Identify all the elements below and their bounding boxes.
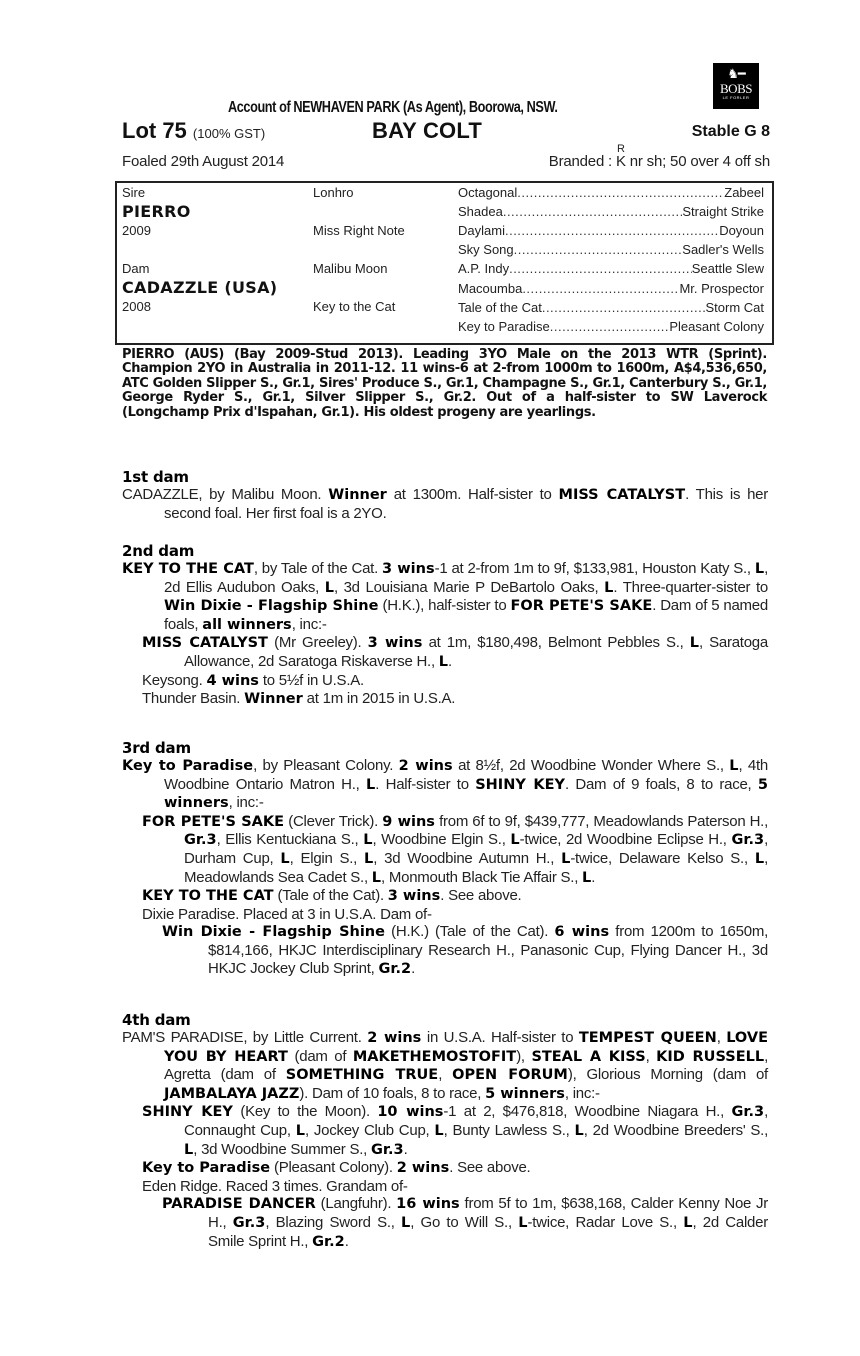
great-grandparent-row: Octagonal ..... Zabeel: [458, 185, 764, 202]
great-grandparent-row: Daylami ..... Doyoun: [458, 223, 764, 240]
dam-section-4: [122, 1012, 768, 1251]
branded-suffix: nr sh; 50 over 4 off sh: [625, 153, 770, 170]
great-grandparent-row: A.P. Indy ..... Seattle Slew: [458, 261, 764, 278]
dam-section-2: [122, 543, 768, 709]
vendor-account: Account of NEWHAVEN PARK (As Agent), Boorowa, NSW.: [228, 99, 558, 116]
sire-name: PIERRO: [122, 202, 191, 221]
grandsire-paternal: Lonhro: [313, 185, 354, 200]
dam-entry: CADAZZLE, by Malibu Moon. Winner at 1300m. Half-sister to MISS CATALYST. This is her second foal. Her first foal is a 2YO.: [122, 486, 769, 522]
dam-section-1: [122, 469, 768, 522]
bobs-logo: [713, 63, 759, 109]
granddam-paternal: Miss Right Note: [313, 223, 405, 238]
brand-symbol: R K: [616, 143, 626, 170]
foaled-date: Foaled 29th August 2014: [122, 153, 285, 170]
stable-location: Stable G 8: [691, 123, 770, 140]
progeny-entry: Keysong. 4 wins to 5½f in U.S.A.: [142, 671, 364, 689]
dam-name: CADAZZLE (USA): [122, 278, 278, 297]
dam-heading: 2nd dam: [122, 542, 195, 560]
progeny-entry: KEY TO THE CAT (Tale of the Cat). 3 wins. See above.: [142, 887, 522, 905]
lot-number: [122, 118, 265, 144]
logo-brand: BOBS: [720, 81, 752, 96]
dam-entry: PAM'S PARADISE, by Little Current. 2 wins in U.S.A. Half-sister to TEMPEST QUEEN, LOVE YOU BY HEART (dam of MAKETHEMOSTOFIT), STEAL A KISS, KID RUSSELL, Agretta (dam of SOMETHING TRUE, OPEN FORUM), Glorious Morning (dam of JAMBALAYA JAZZ). Dam of 10 foals, 8 to race, 5 winners, inc:-: [122, 1029, 768, 1102]
grand-progeny-entry: Win Dixie - Flagship Shine (H.K.) (Tale of the Cat). 6 wins from 1200m to 1650m, $814,166, HKJC Interdisciplinary Research H., Panasonic Cup, Flying Dancer H., 3d HKJC Jockey Club Sprint, Gr.2.: [162, 923, 769, 977]
lot-header: [122, 118, 770, 144]
gst-label: (100% GST): [192, 126, 266, 141]
sire-year: 2009: [122, 223, 151, 238]
great-grandparent-row: Shadea ..... Straight Strike: [458, 204, 764, 221]
pedigree-table: [115, 181, 774, 345]
great-grandparent-row: Sky Song ..... Sadler's Wells: [458, 242, 764, 259]
progeny-entry: FOR PETE'S SAKE (Clever Trick). 9 wins from 6f to 9f, $439,777, Meadowlands Paterson H., Gr.3, Ellis Kentuckiana S., L, Woodbine Elgin S., L-twice, 2d Woodbine Eclipse H., Gr.3, Durham Cup, L, Elgin S., L, 3d Woodbine Autumn H., L-twice, Delaware Kelso S., L, Meadowlands Sea Cadet S., L, Monmouth Black Tie Affair S., L.: [142, 812, 769, 886]
progeny-entry: SHINY KEY (Key to the Moon). 10 wins-1 at 2, $476,818, Woodbine Niagara H., Gr.3, Connaught Cup, L, Jockey Club Cup, L, Bunty Lawless S., L, 2d Woodbine Breeders' S., L, 3d Woodbine Summer S., Gr.3.: [142, 1103, 768, 1158]
logo-sub: LE FORLER: [722, 95, 750, 100]
brand-marks: [548, 143, 770, 170]
grandsire-maternal: Malibu Moon: [313, 261, 388, 276]
grand-progeny-entry: PARADISE DANCER (Langfuhr). 16 wins from 5f to 1m, $638,168, Calder Kenny Noe Jr H., Gr.3, Blazing Sword S., L, Go to Will S., L-twice, Radar Love S., L, 2d Calder Smile Sprint H., Gr.2.: [162, 1195, 768, 1250]
horse-and-jockey-icon: ♞━: [727, 66, 745, 81]
progeny-entry: MISS CATALYST (Mr Greeley). 3 wins at 1m, $180,498, Belmont Pebbles S., L, Saratoga Allowance, 2d Saratoga Riskaverse H., L.: [142, 634, 768, 670]
granddam-maternal: Key to the Cat: [313, 299, 396, 314]
progeny-entry: Dixie Paradise. Placed at 3 in U.S.A. Dam of-: [142, 905, 432, 923]
dam-section-3: [122, 740, 768, 978]
great-grandparent-row: Key to Paradise ..... Pleasant Colony: [458, 319, 764, 336]
great-grandparent-row: Macoumba ..... Mr. Prospector: [458, 281, 764, 298]
dam-heading: 3rd dam: [122, 739, 191, 757]
great-grandparent-row: Tale of the Cat ..... Storm Cat: [458, 300, 764, 317]
progeny-entry: Eden Ridge. Raced 3 times. Grandam of-: [142, 1177, 408, 1195]
sire-label: Sire: [122, 185, 146, 200]
horse-description: BAY COLT: [372, 118, 482, 143]
progeny-entry: Thunder Basin. Winner at 1m in 2015 in U.S.A.: [142, 690, 456, 708]
dam-entry: Key to Paradise, by Pleasant Colony. 2 wins at 8½f, 2d Woodbine Wonder Where S., L, 4th Woodbine Ontario Matron H., L. Half-sister to SHINY KEY. Dam of 9 foals, 8 to race, 5 winners, inc:-: [122, 757, 768, 812]
dam-year: 2008: [122, 299, 151, 314]
branded-prefix: Branded :: [548, 153, 616, 170]
dam-label: Dam: [122, 261, 150, 276]
dam-heading: 4th dam: [122, 1011, 191, 1029]
sire-summary: PIERRO (AUS) (Bay 2009-Stud 2013). Leading 3YO Male on the 2013 WTR (Sprint). Champion 2YO in Australia in 2011-12. 11 wins-6 at 2-from 1000m to 1600m, A$4,536,650, ATC Golden Slipper S., Gr.1, Sires' Produce S., Gr.1, Champagne S., Gr.1, Canterbury S., Gr.1, George Ryder S., Gr.1, Silver Slipper S., Gr.2. Out of a half-sister to SW Laverock (Longchamp Prix d'Ispahan, Gr.1). His oldest progeny are yearlings.: [122, 347, 767, 420]
dam-heading: 1st dam: [122, 468, 189, 486]
dam-entry: KEY TO THE CAT, by Tale of the Cat. 3 wins-1 at 2-from 1m to 9f, $133,981, Houston Katy S., L, 2d Ellis Audubon Oaks, L, 3d Louisiana Marie P DeBartolo Oaks, L. Three-quarter-sister to Win Dixie - Flagship Shine (H.K.), half-sister to FOR PETE'S SAKE. Dam of 5 named foals, all winners, inc:-: [122, 560, 769, 633]
progeny-entry: Key to Paradise (Pleasant Colony). 2 wins. See above.: [142, 1159, 531, 1177]
lot-label: Lot 75: [122, 118, 187, 143]
